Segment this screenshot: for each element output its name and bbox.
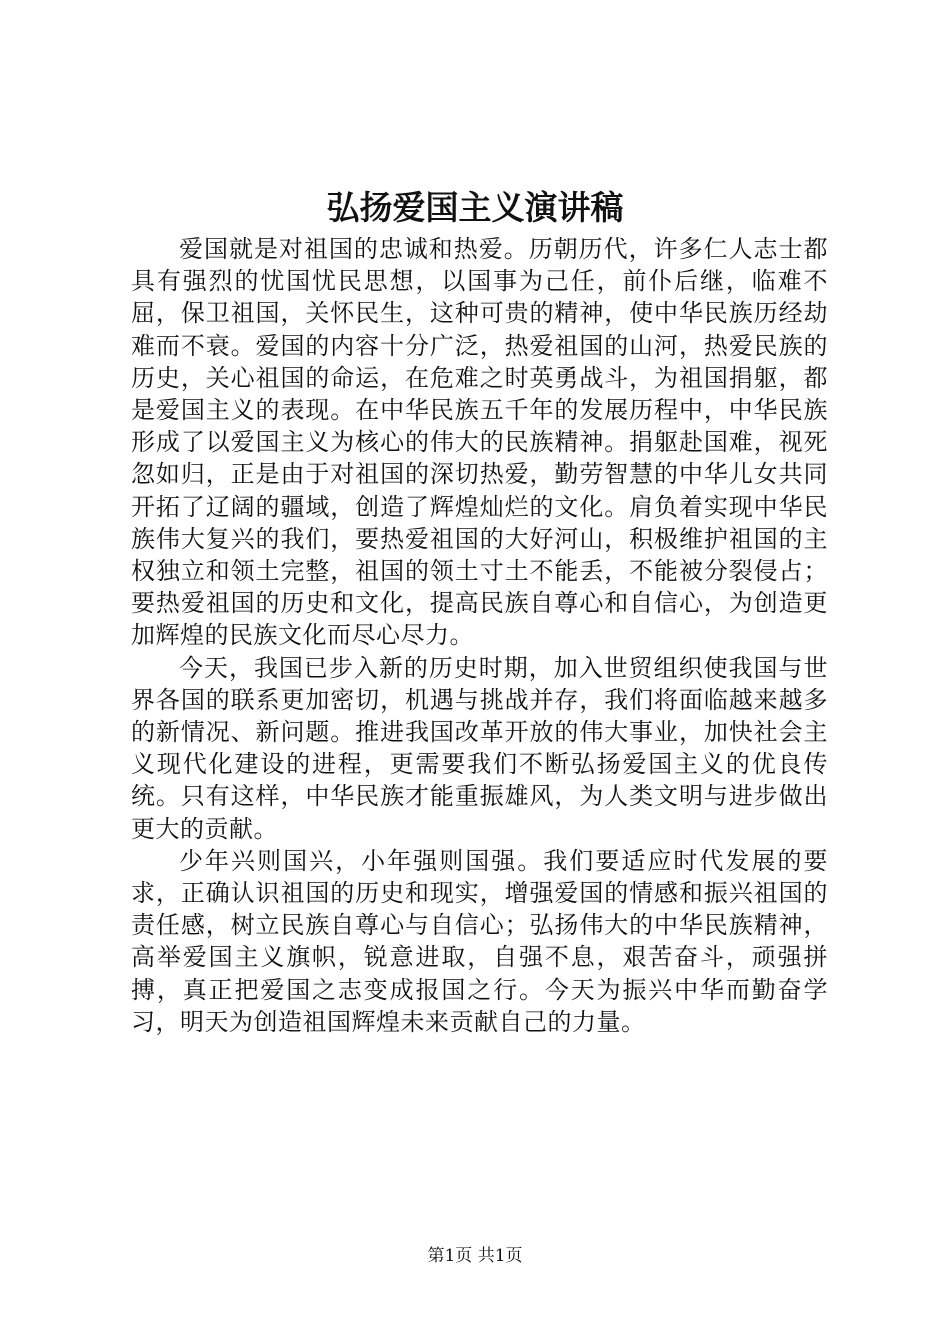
document-body xyxy=(131,233,828,1038)
paragraph-1: 爱国就是对祖国的忠诚和热爱。历朝历代，许多仁人志士都具有强烈的忧国忧民思想，以国事为己任，前仆后继，临难不屈，保卫祖国，关怀民生，这种可贵的精神，使中华民族历经劫难而不衰。爱国的内容十分广泛，热爱祖国的山河，热爱民族的历史，关心祖国的命运，在危难之时英勇战斗，为祖国捐躯，都是爱国主义的表现。在中华民族五千年的发展历程中，中华民族形成了以爱国主义为核心的伟大的民族精神。捐躯赴国难，视死忽如归，正是由于对祖国的深切热爱，勤劳智慧的中华儿女共同开拓了辽阔的疆域，创造了辉煌灿烂的文化。肩负着实现中华民族伟大复兴的我们，要热爱祖国的大好河山，积极维护祖国的主权独立和领土完整，祖国的领土寸土不能丢，不能被分裂侵占；要热爱祖国的历史和文化，提高民族自尊心和自信心，为创造更加辉煌的民族文化而尽心尽力。 xyxy=(131,235,828,650)
page-footer: 第1页 共1页 xyxy=(427,1246,523,1266)
paragraph-3: 少年兴则国兴，小年强则国强。我们要适应时代发展的要求，正确认识祖国的历史和现实，增强爱国的情感和振兴祖国的责任感，树立民族自尊心与自信心；弘扬伟大的中华民族精神，高举爱国主义旗帜，锐意进取，自强不息，艰苦奋斗，顽强拼搏，真正把爱国之志变成报国之行。今天为振兴中华而勤奋学习，明天为创造祖国辉煌未来贡献自己的力量。 xyxy=(131,846,828,1036)
paragraph-2: 今天，我国已步入新的历史时期，加入世贸组织使我国与世界各国的联系更加密切，机遇与挑战并存，我们将面临越来越多的新情况、新问题。推进我国改革开放的伟大事业，加快社会主义现代化建设的进程，更需要我们不断弘扬爱国主义的优良传统。只有这样，中华民族才能重振雄风，为人类文明与进步做出更大的贡献。 xyxy=(131,653,828,843)
document-title: 弘扬爱国主义演讲稿 xyxy=(326,188,624,227)
